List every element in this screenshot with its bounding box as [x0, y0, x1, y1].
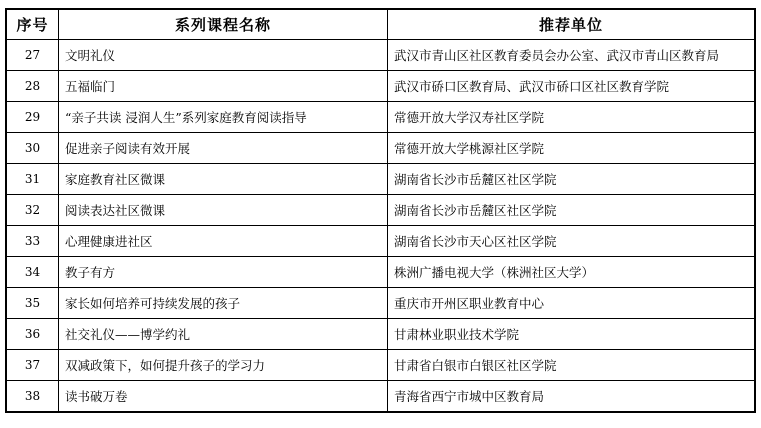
recommending-unit: 武汉市青山区社区教育委员会办公室、武汉市青山区教育局 [388, 40, 755, 71]
table-row [7, 226, 755, 257]
row-number: 32 [7, 195, 59, 226]
row-number: 30 [7, 133, 59, 164]
table-row [7, 40, 755, 71]
table-row [7, 319, 755, 350]
course-name: 阅读表达社区微课 [59, 195, 388, 226]
row-number: 38 [7, 381, 59, 412]
course-name: 教子有方 [59, 257, 388, 288]
recommending-unit-header: 推荐单位 [388, 10, 755, 40]
table-row [7, 102, 755, 133]
row-number: 33 [7, 226, 59, 257]
recommending-unit: 常德开放大学汉寿社区学院 [388, 102, 755, 133]
table-row [7, 257, 755, 288]
course-table [6, 9, 755, 412]
row-number: 27 [7, 40, 59, 71]
course-name: 双减政策下，如何提升孩子的学习力 [59, 350, 388, 381]
course-name: 家长如何培养可持续发展的孩子 [59, 288, 388, 319]
index-header: 序号 [7, 10, 59, 40]
recommending-unit: 甘肃林业职业技术学院 [388, 319, 755, 350]
recommending-unit: 株洲广播电视大学（株洲社区大学） [388, 257, 755, 288]
course-name: “亲子共读 浸润人生”系列家庭教育阅读指导 [59, 102, 388, 133]
row-number: 37 [7, 350, 59, 381]
course-name: 心理健康进社区 [59, 226, 388, 257]
recommending-unit: 常德开放大学桃源社区学院 [388, 133, 755, 164]
table-row [7, 71, 755, 102]
course-name-header: 系列课程名称 [59, 10, 388, 40]
row-number: 34 [7, 257, 59, 288]
row-number: 35 [7, 288, 59, 319]
table-row [7, 381, 755, 412]
row-number: 36 [7, 319, 59, 350]
course-name: 读书破万卷 [59, 381, 388, 412]
recommending-unit: 甘肃省白银市白银区社区学院 [388, 350, 755, 381]
table-row [7, 164, 755, 195]
table-row [7, 133, 755, 164]
recommending-unit: 重庆市开州区职业教育中心 [388, 288, 755, 319]
course-name: 家庭教育社区微课 [59, 164, 388, 195]
recommending-unit: 武汉市硚口区教育局、武汉市硚口区社区教育学院 [388, 71, 755, 102]
table-row [7, 195, 755, 226]
recommending-unit: 湖南省长沙市岳麓区社区学院 [388, 195, 755, 226]
row-number: 28 [7, 71, 59, 102]
row-number: 29 [7, 102, 59, 133]
recommending-unit: 湖南省长沙市岳麓区社区学院 [388, 164, 755, 195]
recommending-unit: 湖南省长沙市天心区社区学院 [388, 226, 755, 257]
recommending-unit: 青海省西宁市城中区教育局 [388, 381, 755, 412]
course-name: 五福临门 [59, 71, 388, 102]
course-name: 社交礼仪——博学约礼 [59, 319, 388, 350]
table-row [7, 350, 755, 381]
course-name: 促进亲子阅读有效开展 [59, 133, 388, 164]
header-row [7, 10, 755, 40]
table-row [7, 288, 755, 319]
course-name: 文明礼仪 [59, 40, 388, 71]
row-number: 31 [7, 164, 59, 195]
